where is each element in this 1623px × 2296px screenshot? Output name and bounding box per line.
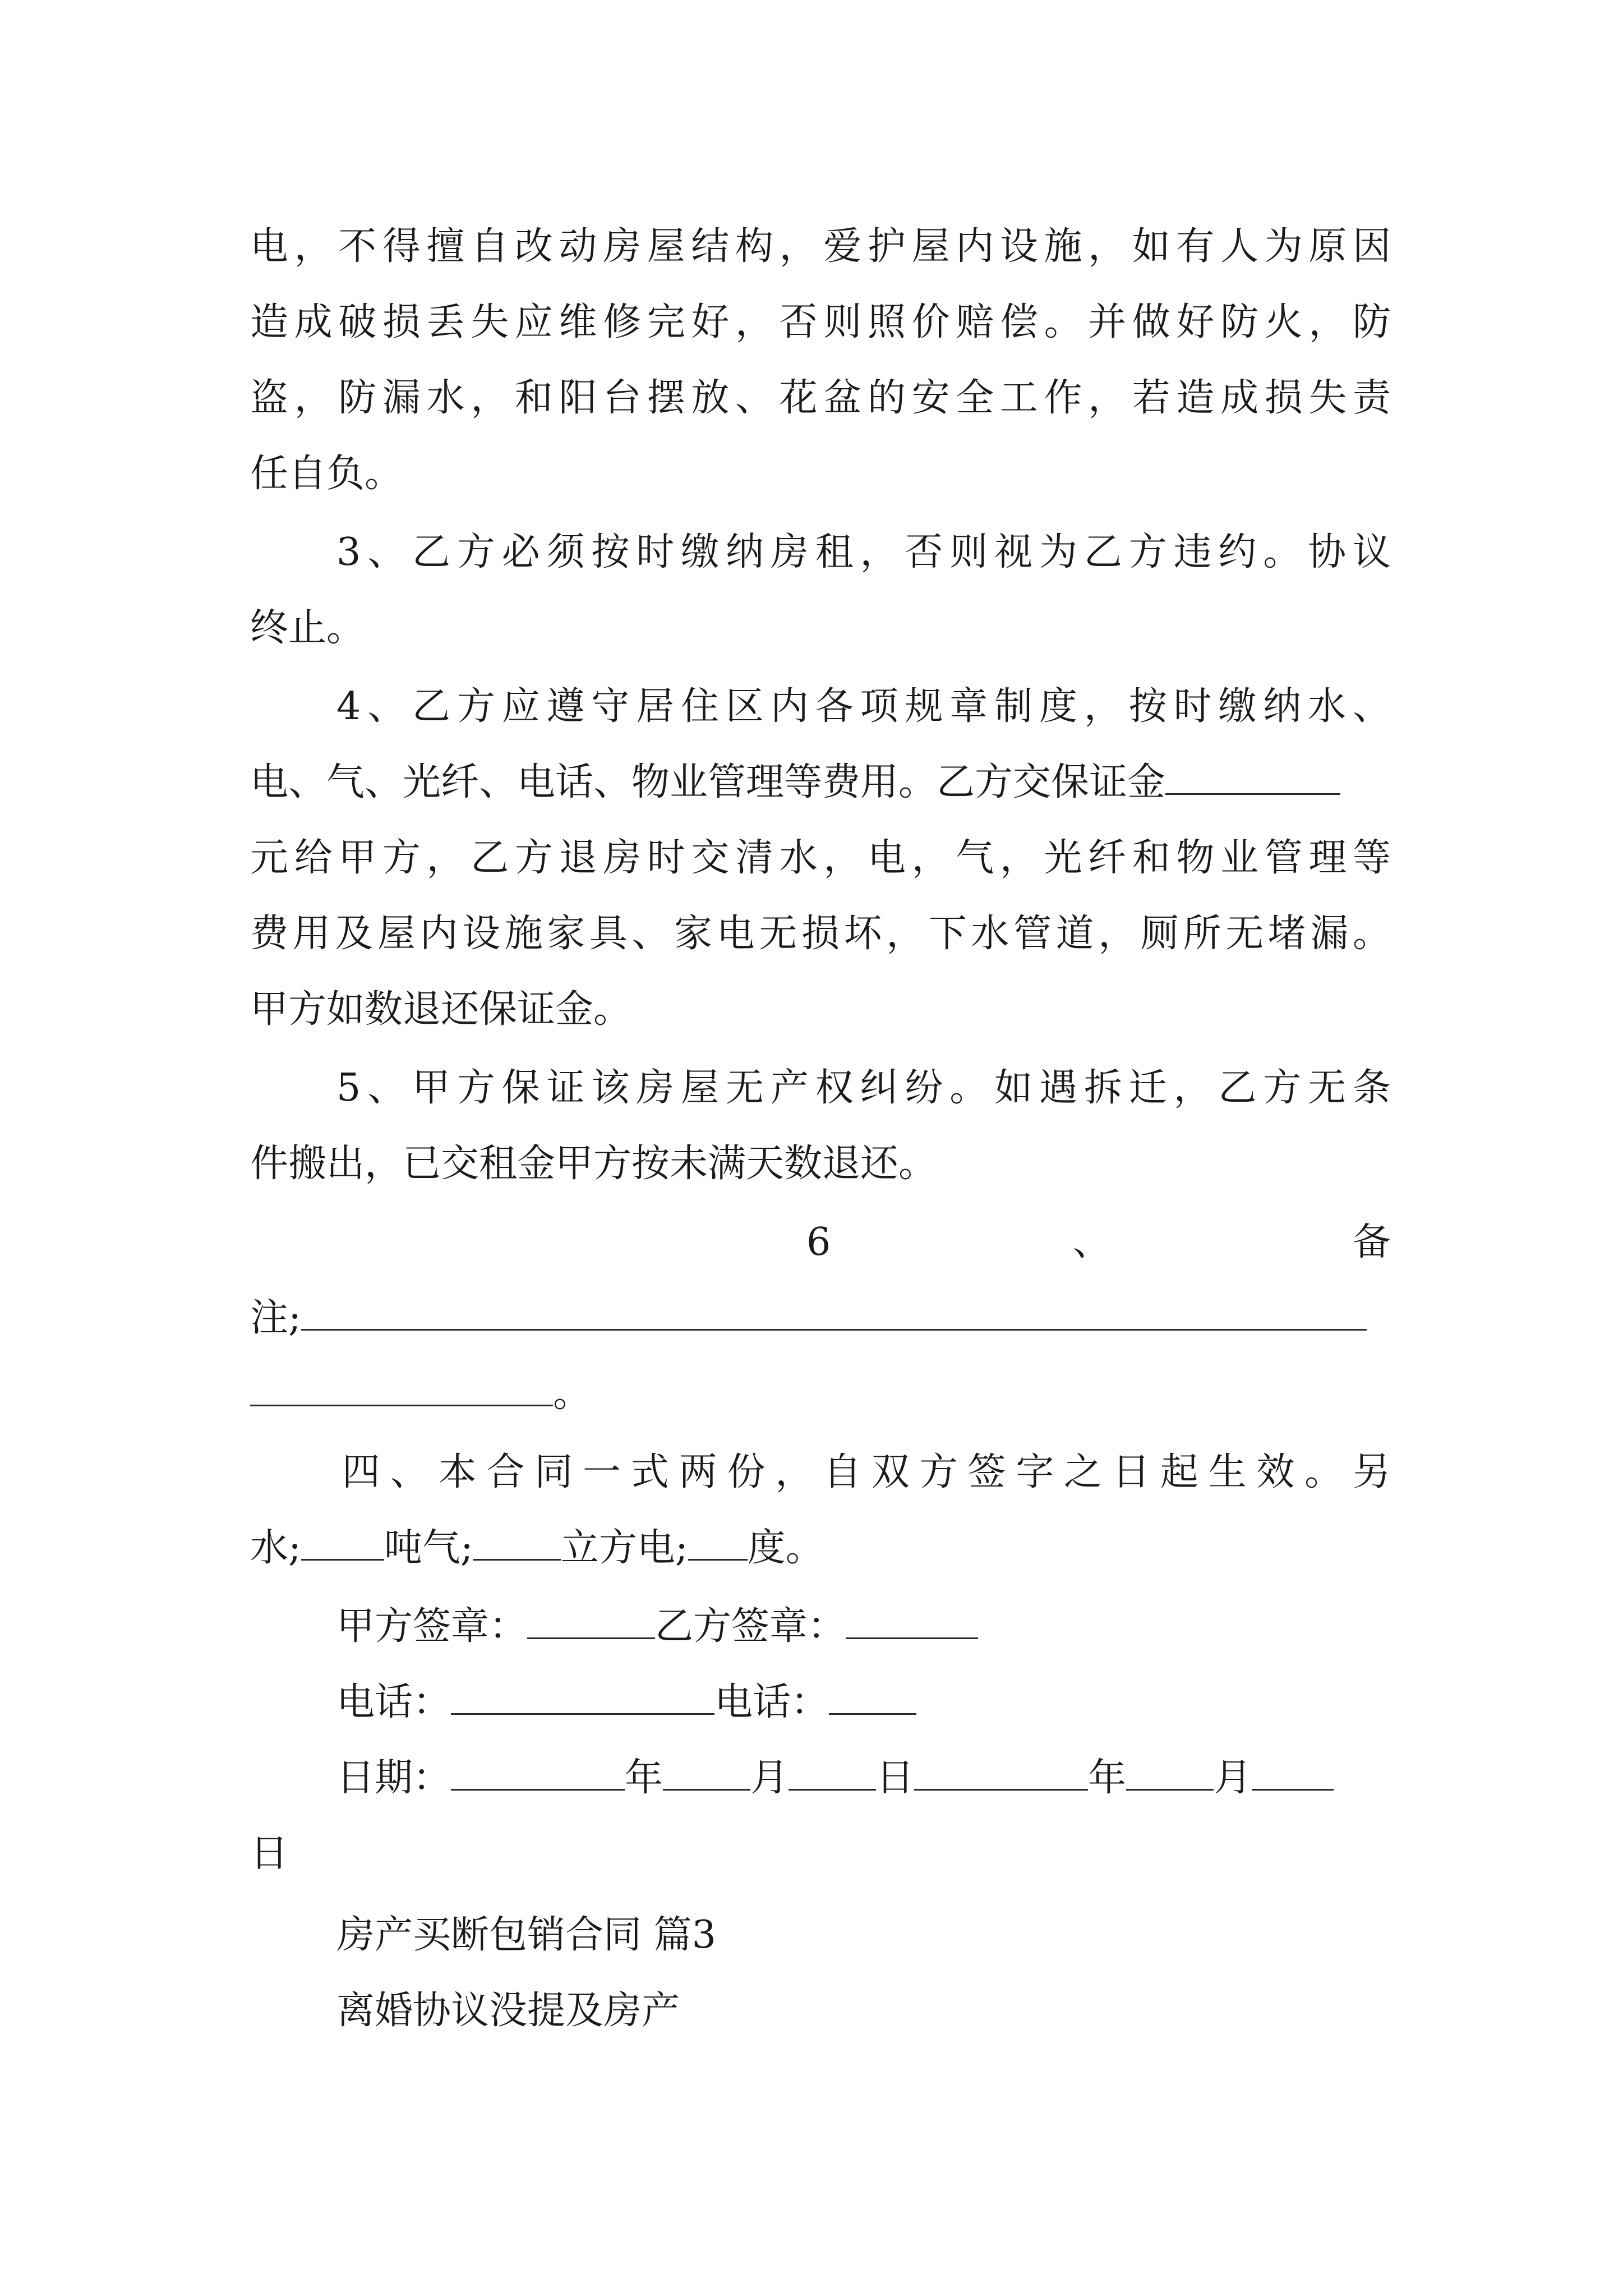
- clause4-line-5: 甲方如数退还保证金。: [250, 987, 632, 1032]
- clause4-line-2: [250, 743, 1391, 822]
- units-end: 度。: [747, 1526, 824, 1570]
- party-a-sign-blank: [527, 1632, 655, 1639]
- section-subheading: 离婚协议没提及房产: [336, 1989, 680, 2033]
- clause5-line-1: 5、甲方保证该房屋无产权纠纷。如遇拆迁，乙方无条: [336, 1066, 1391, 1110]
- clause2-line-3: 盗，防漏水，和阳台摆放、花盆的安全工作，若造成损失责: [250, 376, 1391, 420]
- date-a-day-blank: [789, 1783, 876, 1791]
- date-b-month-blank: [1126, 1783, 1214, 1791]
- clause3-line-1: 3、乙方必须按时缴纳房租，否则视为乙方违约。协议: [336, 530, 1391, 574]
- date-a-day: 日: [876, 1756, 915, 1800]
- date-a-year-blank: [451, 1783, 625, 1791]
- gas-blank: [473, 1553, 561, 1561]
- clause4-line-3: 元给甲方，乙方退房时交清水，电，气，光纤和物业管理等: [250, 836, 1391, 880]
- date-a-month-blank: [663, 1783, 750, 1791]
- clause2-line-2: 造成破损丢失应维修完好，否则照价赔偿。并做好防火，防: [250, 300, 1391, 344]
- date-a-year: 年: [625, 1756, 663, 1800]
- phone-a-blank: [451, 1708, 714, 1715]
- clause6-number: 6: [806, 1220, 831, 1264]
- remarks-blank-continued: [250, 1399, 553, 1406]
- clause4-line-4: 费用及屋内设施家具、家电无损坏，下水管道，厕所无堵漏。: [250, 912, 1391, 956]
- date-b-day-blank: [1252, 1783, 1334, 1791]
- clause6-line-1: [806, 1203, 1391, 1282]
- party-b-sign-label: 乙方签章：: [655, 1604, 846, 1649]
- signature-line: [336, 1588, 1391, 1666]
- phone-b-blank: [829, 1708, 916, 1715]
- clause6-line-2: [250, 1279, 1391, 1358]
- date-line: [336, 1739, 1391, 1818]
- clause6-line-3: [250, 1355, 1391, 1433]
- clause6-separator: 、: [1072, 1220, 1111, 1264]
- party-a-sign-label: 甲方签章：: [336, 1604, 528, 1649]
- date-b-month: 月: [1214, 1756, 1252, 1800]
- phone-b-label: 电话：: [714, 1680, 829, 1724]
- date-line-wrap: 日: [250, 1832, 289, 1876]
- clause4-line-2-text: 电、气、光纤、电话、物业管理等费用。乙方交保证金: [250, 760, 1166, 804]
- clause5-line-2: 件搬出，已交租金甲方按未满天数退还。: [250, 1142, 937, 1186]
- electric-blank: [688, 1553, 748, 1561]
- gas-label: 吨气;: [384, 1526, 473, 1570]
- remarks-blank: [301, 1323, 1367, 1331]
- section-heading: 房产买断包销合同 篇3: [336, 1913, 716, 1957]
- party-b-sign-blank: [846, 1632, 978, 1639]
- water-label: 水;: [250, 1526, 301, 1570]
- section4-line-2: [250, 1509, 1391, 1588]
- date-a-month: 月: [750, 1756, 789, 1800]
- clause2-line-1: 电，不得擅自改动房屋结构，爱护屋内设施，如有人为原因: [250, 224, 1391, 269]
- remarks-end: 。: [553, 1372, 592, 1416]
- remarks-label: 注;: [250, 1296, 301, 1340]
- phone-line: [336, 1663, 1391, 1742]
- water-blank: [301, 1553, 384, 1561]
- deposit-amount-blank: [1165, 788, 1340, 795]
- date-b-year-blank: [914, 1783, 1088, 1791]
- date-b-year: 年: [1088, 1756, 1127, 1800]
- clause3-line-2: 终止。: [250, 606, 365, 650]
- phone-a-label: 电话：: [336, 1680, 451, 1724]
- date-label: 日期：: [336, 1756, 451, 1800]
- clause2-line-4: 任自负。: [250, 452, 403, 496]
- electric-label: 立方电;: [560, 1526, 688, 1570]
- clause6-word: 备: [1352, 1220, 1391, 1264]
- clause4-line-1: 4、乙方应遵守居住区内各项规章制度，按时缴纳水、: [336, 684, 1391, 729]
- section4-line-1: 四、本合同一式两份，自双方签字之日起生效。另: [342, 1450, 1391, 1494]
